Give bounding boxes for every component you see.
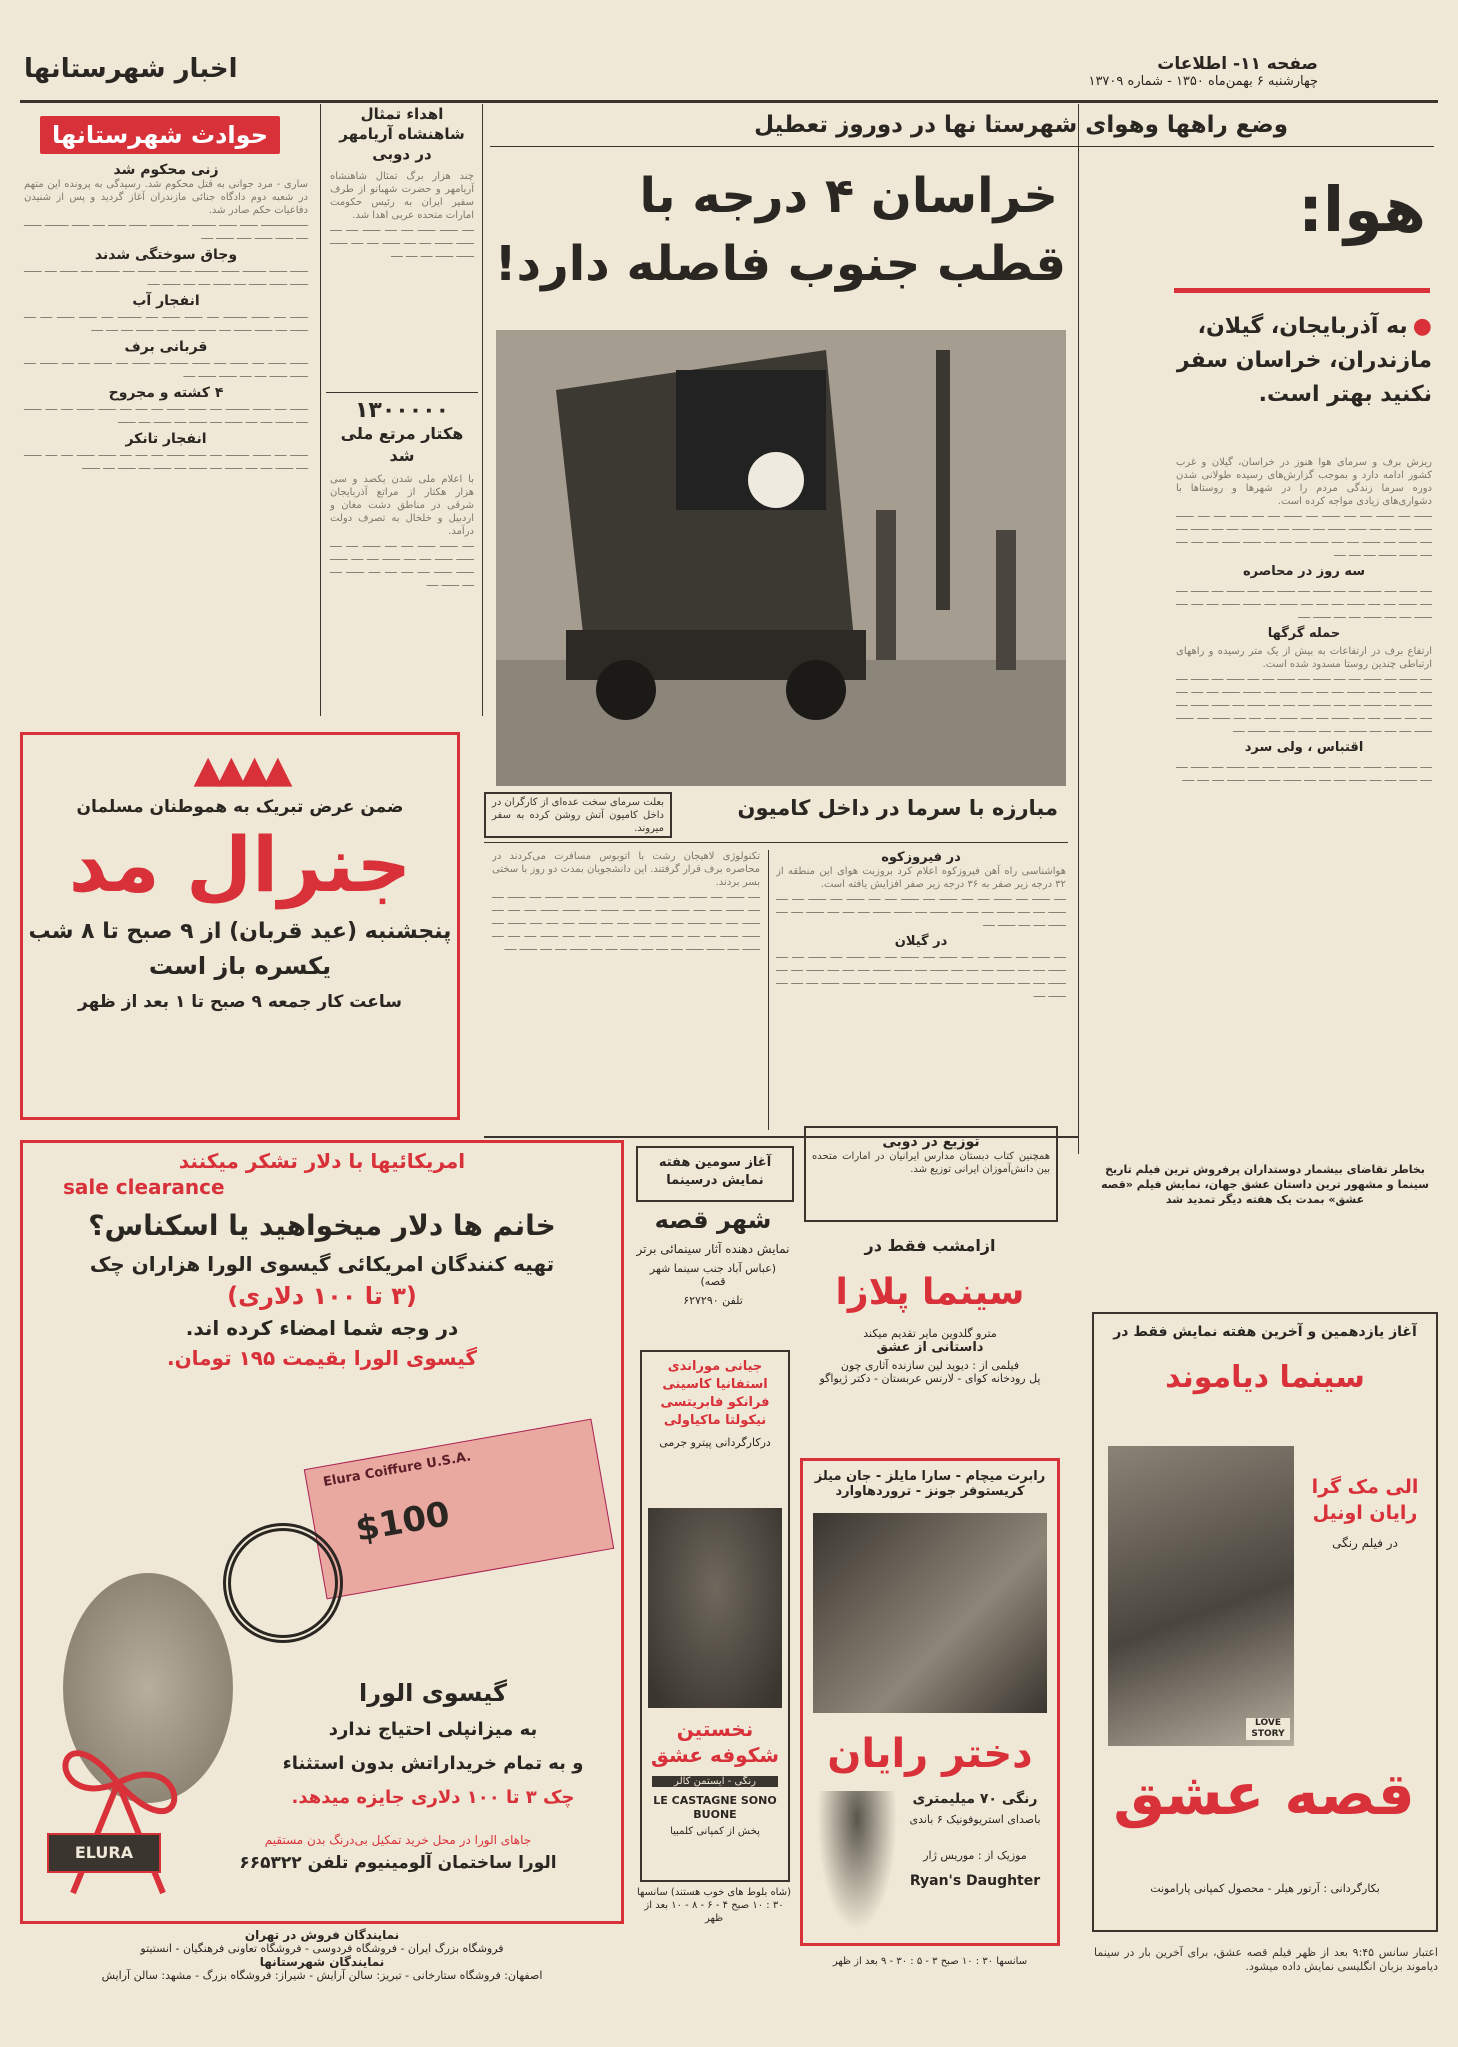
- cinema-opening-phone: تلفن ۶۲۷۲۹۰: [683, 1294, 743, 1307]
- nakhostin-dist: پخش از کمپانی کلمبیا: [670, 1826, 760, 1837]
- raymond-ad: [1092, 1312, 1438, 1932]
- general-mod-ad: [20, 732, 460, 1120]
- photo-caption-title: مبارزه با سرما در داخل کامیون: [737, 796, 1058, 820]
- main-label-rule: [1174, 288, 1430, 293]
- general-mod-greeting: ضمن عرض تبریک به هموطنان مسلمان: [76, 797, 404, 817]
- middle-col-2: تکنولوژی لاهیجان رشت با اتوبوس مسافرت می‌کردند در محاصره برف قرار گرفتند. این دانشجویان بمدت دو روز با سختی بسر بردند. ــــ ــــــ ــــ ــــــ ــــ ــــ ــــــ ــــ ــــــ ــــ ــــ ــــــ ــــ ــــــ ــــ ــــ ــــــ ــــ ــــ ــــــ ــــ ــــ ــــ ــــــ ــــ ــــــ ــــــ ــــ ــــ ــــ ــــــ ــــ ــــ ــــــ ــــ ــــ ــــــ ــــ ــــ ــــــ ــــ ــــ ــــ ــــــ ــــ ــــــ ــــــ ــــ ــــ ــــ ــــــ ــــ ــــ ــــــ ــــ ــــ ــــــ ــــ ــــ ــــ ــــــ ــــ ــــــ ــــــ ــــ ــــ ــــ ــــــ ــــ ــــ ــــــ ــــ ــــ ــــــ ــــ: [492, 851, 760, 953]
- incidents-head-6: انفجار تانکر: [125, 431, 207, 447]
- nakhostin-italian: LE CASTAGNE SONO BUONE: [653, 1794, 777, 1821]
- plaza-sound: باصدای استریوفونیک ۶ باندی: [909, 1813, 1041, 1826]
- raymond-color: در فیلم رنگی: [1332, 1536, 1398, 1550]
- middle-col-1: در فیروزکوه هواشناسی راه آهن فیروزکوه اعلام کرد بروزیت هوای این منطقه از ۳۲ درجه زیر صفر به ۳۶ درجه زیر صفر افزایش یافته است. ــــ ــــــ ــــ ــــــ ــــ ــــ ــــــ ــــ ــــــ ــــ ــــ ــــــ ــــ ــــــ ــــ ــــ ــــــ ــــ ــــ ــــــ ــــ ــــ ــــ ــــــ ــــ ــــــ ــــــ ــــ ــــ ــــ ــــــ ــــ ــــ ــــــ ــــ ــــ ــــــ ــــ در گیلان ــــ ــــــ ــــ ــــــ ــــ ــــ ــــــ ــــ ــــــ ــــ ــــ ــــــ ــــ ــــــ ــــ ــــ ــــــ ــــ ــــ ــــــ ــــ ــــ ــــ ــــــ ــــ ــــــ ــــــ ــــ ــــ ــــ ــــــ ــــ ــــ ــــــ ــــ ــــ ــــــ ــــ ــــ ــــــ ــــ ــــ ــــ ــــــ ــــ ــــــ ــــــ ــــ ــــ ــــ ــــــ ــــ: [776, 850, 1066, 1000]
- plaza-cast: رابرت میچام - سارا مایلز - جان میلز: [814, 1469, 1046, 1484]
- elura-tag2: و به تمام خریداراتش بدون استثناء: [282, 1753, 584, 1774]
- check-amount: $100: [352, 1494, 453, 1550]
- truck-photo-graphic: [496, 330, 1066, 786]
- plaza-format: رنگی ۷۰ میلیمتری: [912, 1791, 1038, 1807]
- raymond-credit: بکارگردانی : آرتور هیلر - محصول کمپانی پارامونت: [1150, 1882, 1380, 1895]
- main-body: ریزش برف و سرمای هوا هنوز در خراسان، گیلان و غرب کشور ادامه دارد و بموجب گزارش‌های رسیده طولانی شدن دوره سرما زندگی مردم را در شهرها و روستاها با دشواری‌های زیادی مواجه کرده است. ــــــ ــــ ــــــ ــــ ــــ ــــــ ــــ ــــــ ــــ ــــ ــــــ ــــ ــــ ــــــ ــــــ ــــ ــــ ــــ ــــــ ــــــ ــــ ــــــ ــــ ــــ ــــــ ــــ ــــ ــــــ ــــ ــــ ــــــ ــــ ــــــ ــــ ــــ ــــــ ــــ ــــ ــــ ــــــ ــــــ ــــ ــــ ــــ ــــ ــــــ ــــــ ــــ ــــ ــــ سه روز در محاصره ــــ ــــــ ــــ ــــــ ــــ ــــ ــــــ ــــ ــــــ ــــ ــــ ــــــ ــــ ــــــ ــــ ــــ ــــــ ــــ ــــ ــــــ ــــ ــــ ــــ ــــــ ــــ ــــــ ــــــ ــــ ــــ ــــ ــــــ ــــ ــــ ــــــ ــــ ــــ ــــــ ــــ حمله گرگها ارتفاع برف در ارتفاعات به بیش از یک متر رسیده و راههای ارتباطی چندین روستا مسدود شده است. ــــ ــــــ ــــ ــــــ ــــ ــــ ــــــ ــــ ــــــ ــــ ــــ ــــــ ــــ ــــــ ــــ ــــ ــــــ ــــ ــــ ــــــ ــــ ــــ ــــ ــــــ ــــ ــــــ ــــــ ــــ ــــ ــــ ــــــ ــــ ــــ ــــــ ــــ ــــ ــــــ ــــ ــــ ــــ ــــــ ــــ ــــــ ــــــ ــــ ــــ ــــ ــــــ ــــ ــــ ــــــ ــــ ــــ ــــــ ــــ ــــ ــــ ــــــ ــــ ــــــ ــــــ ــــ ــــ ــــ ــــــ ــــ ــــ ــــــ ــــ ــــ ــــــ ــــ اقتباس ، ولی سرد ــــ ــــــ ــــ ــــــ ــــ ــــ ــــــ ــــ ــــــ ــــ ــــ ــــــ ــــ ــــــ ــــ ــــ ــــــ ــــ ــــ ــــــ ــــ ــــ ــــ ــــــ ــــ ــــــ ــــــ ــــ ــــ ــــ: [1176, 457, 1432, 784]
- middle-sub-2: در گیلان: [894, 934, 948, 949]
- plaza-cast2: کریستوفر جونز - تروردهاوارد: [835, 1484, 1025, 1499]
- elura-address: الورا ساختمان آلومینیوم تلفن ۶۶۵۳۲۲: [239, 1853, 557, 1873]
- main-body-more: ارتفاع برف در ارتفاعات به بیش از یک متر رسیده و راههای ارتباطی چندین روستا مسدود شده است.: [1176, 646, 1432, 670]
- nakhostin-title: نخستین شکوفه عشق: [650, 1717, 780, 1767]
- date-line: چهارشنبه ۶ بهمن‌ماه ۱۳۵۰ - شماره ۱۳۷۰۹: [1088, 74, 1318, 89]
- photo-caption-box: بعلت سرمای سخت عده‌ای از کارگران در داخل کامیون آتش روشن کرده به سفر میروند.: [484, 792, 672, 838]
- main-body-intro: ریزش برف و سرمای هوا هنوز در خراسان، گیلان و غرب کشور ادامه دارد و بموجب گزارش‌های رسیده طولانی شدن دوره سرما زندگی مردم را در شهرها و روستاها با دشواری‌های زیادی مواجه کرده است.: [1176, 457, 1432, 507]
- main-sub-2: حمله گرگها: [1267, 626, 1341, 641]
- middle-col-2-text: تکنولوژی لاهیجان رشت با اتوبوس مسافرت می‌کردند در محاصره برف قرار گرفتند. این دانشجویان بمدت دو روز با سختی بسر بردند.: [492, 851, 760, 888]
- elura-sale: sale clearance: [63, 1175, 225, 1199]
- umbrella-figure-graphic: [817, 1791, 897, 1931]
- main-headline-1: خراسان ۴ درجه با: [639, 168, 1058, 224]
- plaza-desc: مترو گلدوین مایر تقدیم میکند: [863, 1327, 997, 1340]
- elura-banner: امریکائیها با دلار تشکر میکنند: [178, 1149, 466, 1173]
- check-brand: Elura Coiffure U.S.A.: [322, 1449, 473, 1491]
- elura-tag1: به میزانپلی احتیاج ندارد: [328, 1719, 538, 1740]
- page-label: صفحه ۱۱- اطلاعات: [1157, 54, 1318, 74]
- raymond-cinema: سینما دیاموند: [1165, 1360, 1365, 1395]
- nakhostin-poster: [648, 1508, 782, 1708]
- plaza-cinema: سینما پلازا: [835, 1272, 1025, 1313]
- incidents-head-1: زنی محکوم شد: [113, 162, 219, 178]
- elura-headline: خانم ها دلار میخواهید یا اسکناس؟: [88, 1209, 556, 1242]
- land-body: با اعلام ملی شدن یکصد و سی هزار هکتار از مراتع آذربایجان شرقی در مناطق دشت مغان و اردبیل و خلخال به تصرف دولت درآمد.: [330, 474, 474, 537]
- nakhostin-ad: [640, 1350, 790, 1882]
- raymond-intro: [1090, 1162, 1440, 1207]
- nakhostin-format: رنگی - ایستمن کالر: [652, 1776, 778, 1787]
- land-amount: ۱۳۰۰۰۰۰: [355, 398, 449, 423]
- elura-line3: (۳ تا ۱۰۰ دلاری): [227, 1282, 417, 1310]
- ryans-daughter-photo: [813, 1513, 1047, 1713]
- main-subhead: ● به آذربایجان، گیلان، مازندران، خراسان سفر نکنید بهتر است.: [1176, 314, 1432, 407]
- main-kicker: وضع راهها وهوای شهرستا نها در دوروز تعطیل: [754, 112, 1288, 138]
- plaza-english: Ryan's Daughter: [909, 1873, 1041, 1889]
- plaza-hours: سانسها ۳۰ : ۱۰ صبح ۳ - ۵ : ۳۰ - ۹ بعد از ظهر: [832, 1956, 1028, 1967]
- elura-line2: تهیه کنندگان امریکائی گیسوی الورا هزاران چک: [89, 1252, 555, 1276]
- cinema-opening-title-box: [636, 1146, 794, 1202]
- incidents-head-2: وجاق سوختگی شدند: [94, 247, 238, 263]
- elura-check: [304, 1419, 614, 1600]
- plaza-music: موزیک از : موریس ژار: [923, 1849, 1027, 1862]
- general-mod-open: یکسره باز است: [148, 952, 332, 980]
- gift-title: اهداء تمثال شاهنشاه آریامهر در دوبی: [339, 105, 465, 163]
- nakhostin-cast: جیانی موراندی استفانیا کاسینی فرانکو فابریتسی نیکولتا ماکیاولی: [660, 1359, 770, 1428]
- elura-line5: گیسوی الورا بقیمت ۱۹۵ تومان.: [166, 1346, 478, 1370]
- cinema-opening-address: (عباس آباد جنب سینما شهر قصه): [649, 1262, 777, 1288]
- love-story-poster: [1108, 1446, 1294, 1746]
- incidents-title: حوادث شهرستانها: [40, 116, 280, 154]
- general-mod-brand: جنرال مد: [68, 820, 412, 909]
- plaza-subtitle: داستانی از عشق: [876, 1340, 984, 1355]
- cinema-opening-sub: نمایش دهنده آثار سینمائی برتر: [636, 1242, 790, 1256]
- elura-tag3: چک ۳ تا ۱۰۰ دلاری جایزه میدهد.: [291, 1787, 575, 1808]
- spiral-graphic: [223, 1523, 343, 1643]
- dubai-box: [804, 1126, 1058, 1222]
- incidents-column: زنی محکوم شد ساری - مرد جوانی به قتل محکوم شد. رسیدگی به پرونده این متهم در شعبه دوم دادگاه جنائی مازندران آغاز گردید و پس از شنیدن دفاعیات حکم صادر شد. ــــــــــــــــ ــــــ ــــــ ــــــــ ــــ ــــــــ ــــــ ــــــ ــــ ــــــ ــــــــ ــــــ ــــ ــــــ ــــــ ـــــ ــــــ ــــ وجاق سوختگی شدند ــــــ ــــــ ــــــــ ــــــ ــــــــ ــــ ــــــ ــــــ ــــ ــــــــ ــــ ــــــ ــــ ــــــ ــــــ ــــــ ــــــ ــــ ــــــ ــــ ــــ ــــــ ــــ انفجار آب ــــــ ــــ ــــــ ــــــــ ــــ ــــــ ــــــ ــــ ــــــــ ــــ ــــــ ــــــ ــــ ــــ ــــــ ــــ ــــــ ــــــ ــــ ــــــ ــــــــ ــــ ــــــ ــــ ــــ ــــ قربانی برف ــــــ ــــــ ــــ ــــــ ــــ ــــــ ــــــ ــــ ــــــ ــــ ــــــ ــــ ــــ ــــــ ــــ ــــــ ــــــ ــــ ــــ ــــــ ــــــ ــــ ۴ کشته و مجروح ــــــ ــــ ــــــ ــــــــ ــــ ــــــ ــــــ ــــ ــــ ــــ ــــــ ــــــ ــــ ــــ ــــــ ــــ ــــــ ــــ ــــ ــــــ ــــ ــــــ ــــ ــــــ ــــ ــــــ انفجار تانکر ــــــ ــــ ــــــ ــــــــ ــــ ــــــ ــــــ ــــ ــــ ــــ ــــــ ــــــ ــــ ــــ ــــــ ــــ ــــــ ــــ ــــ ــــــ ــــ ــــــ ــــ ــــــ ــــ ــــــ ــــ ــــــ: [24, 162, 308, 472]
- dubai-title: توزیع در دوبی: [882, 1134, 980, 1150]
- nakhostin-director: درکارگردانی پیترو جرمی: [659, 1436, 771, 1449]
- land-story: ۱۳۰۰۰۰۰ هکتار مرتع ملی شد با اعلام ملی شدن یکصد و سی هزار هکتار از مراتع آذربایجان شرقی در مناطق دشت مغان و اردبیل و خلخال به تصرف دولت درآمد. ــــ ــــــ ــــــ ــــ ــــ ــــــ ــــ ــــ ــــــ ــــــ ــــ ــــ ــــــ ــــ ــــ ــــــ ــــــ ــــــ ــــ ــــ ــــ ــــ ــــــ ــــ ــــ ــــــ ــــ: [330, 398, 474, 589]
- main-label: هوا:: [1298, 173, 1426, 246]
- gift-story: اهداء تمثال شاهنشاه آریامهر در دوبی چند هزار برگ تمثال شاهنشاه آریامهر و حضرت شهبانو از طرف سفیر ایران به رئیس حکومت امارات متحده عربی اهدا شد. ــــ ــــــ ــــــ ــــ ــــ ــــــ ــــ ــــ ــــــ ــــــ ــــ ــــ ــــــ ــــ ــــ ــــــ ــــــ ــــــ ــــ ــــ ــــ: [330, 105, 474, 260]
- main-sub-3: اقتباس ، ولی سرد: [1244, 740, 1364, 755]
- middle-col-1-text: هواشناسی راه آهن فیروزکوه اعلام کرد بروزیت هوای این منطقه از ۳۲ درجه زیر صفر به ۳۶ درجه زیر صفر افزایش یافته است.: [776, 866, 1066, 890]
- general-mod-hours: پنجشنبه (عید قربان) از ۹ صبح تا ۸ شب: [28, 919, 452, 944]
- raymond-note: اعتبار سانس ۹:۴۵ بعد از ظهر فیلم قصه عشق، برای آخرین بار در سینما دیاموند بزبان انگلیسی نمایش داده میشود.: [1094, 1946, 1438, 1973]
- elura-footer-2: فروشگاه بزرگ ایران - فروشگاه فردوسی - فروشگاه تعاونی فرهنگیان - انستیتو: [140, 1942, 504, 1955]
- cinema-opening-title: آغاز سومین هفته نمایش درسینما: [658, 1155, 772, 1188]
- raymond-intro-2: آغاز یازدهمین و آخرین هفته نمایش فقط در: [1113, 1324, 1417, 1340]
- plaza-credit1: فیلمی از : دیوید لین سازنده آثاری چون: [840, 1359, 1020, 1372]
- poster-badge: LOVE STORY: [1246, 1718, 1290, 1740]
- elura-line4: در وجه شما امضاء کرده اند.: [185, 1316, 459, 1340]
- ryans-daughter-poster: [800, 1458, 1060, 1946]
- cinema-shahr-ghesse: شهر قصه: [654, 1206, 772, 1234]
- middle-sub-1: در فیروزکوه: [881, 850, 961, 865]
- main-headline-2: قطب جنوب فاصله دارد!: [494, 236, 1066, 292]
- elura-footer-3: نمایندگان شهرستانها: [259, 1955, 385, 1969]
- plaza-title: دختر رایان: [827, 1731, 1033, 1777]
- dubai-body: همچنین کتاب دبستان مدارس ایرانیان در امارات متحده بین دانش‌آموزان ایرانی توزیع شد.: [812, 1151, 1050, 1175]
- land-title: هکتار مرتع ملی شد: [340, 424, 464, 465]
- nakhostin-hours: (شاه بلوط های خوب هستند) سانسها ۳۰ : ۱۰ صبح ۴ - ۶ - ۸ - ۱۰ بعد از ظهر: [636, 1887, 792, 1924]
- incidents-head-5: ۴ کشته و مجروح: [108, 385, 224, 401]
- general-mod-friday: ساعت کار جمعه ۹ صبح تا ۱ بعد از ظهر: [78, 992, 402, 1012]
- elura-footer-4: اصفهان: فروشگاه ستارخانی - تبریز: سالن آرایش - شیراز: فروشگاه بزرگ - مشهد: سالن آرایش: [101, 1969, 543, 1982]
- incidents-head-3: انفجار آب: [132, 293, 200, 309]
- elura-ad: [20, 1140, 624, 1924]
- gift-body: چند هزار برگ تمثال شاهنشاه آریامهر و حضرت شهبانو از طرف سفیر ایران به رئیس حکومت امارات متحده عربی اهدا شد.: [330, 171, 474, 221]
- elura-agencies: جاهای الورا در محل خرید تمکیل بی‌درنگ بدن مستقیم: [264, 1833, 532, 1847]
- raymond-cast: الی مک گرا رایان اونیل: [1311, 1476, 1419, 1524]
- main-sub-1: سه روز در محاصره: [1242, 564, 1366, 579]
- bullet-icon: ●: [1412, 314, 1432, 339]
- truck-photo: [496, 330, 1066, 786]
- elura-brand: گیسوی الورا: [359, 1679, 507, 1707]
- elura-logo: ELURA: [47, 1833, 161, 1873]
- elura-footer: [20, 1928, 624, 2018]
- section-title: اخبار شهرستانها: [24, 54, 238, 84]
- plaza-credit2: پل رودخانه کوای - لارنس عربستان - دکتر ژیواگو: [819, 1372, 1041, 1385]
- tree-icon: ▲▲▲▲: [193, 747, 287, 791]
- cinema-opening: [636, 1206, 790, 1346]
- incidents-head-4: قربانی برف: [124, 339, 208, 355]
- raymond-intro-1: بخاطر تقاضای بیشمار دوستداران پرفروش ترین فیلم تاریخ سینما و مشهور ترین داستان عشق جهان، نمایش فیلم «قصه عشق» بمدت یک هفته دیگر تمدید شد: [1101, 1163, 1429, 1206]
- plaza-intro: ازامشب فقط در: [864, 1236, 996, 1255]
- raymond-title: قصه عشق: [1113, 1760, 1415, 1828]
- elura-footer-1: نمایندگان فروش در تهران: [244, 1928, 400, 1942]
- incidents-body: ساری - مرد جوانی به قتل محکوم شد. رسیدگی به پرونده این متهم در شعبه دوم دادگاه جنائی مازندران آغاز گردید و پس از شنیدن دفاعیات حکم صادر شد.: [24, 179, 308, 216]
